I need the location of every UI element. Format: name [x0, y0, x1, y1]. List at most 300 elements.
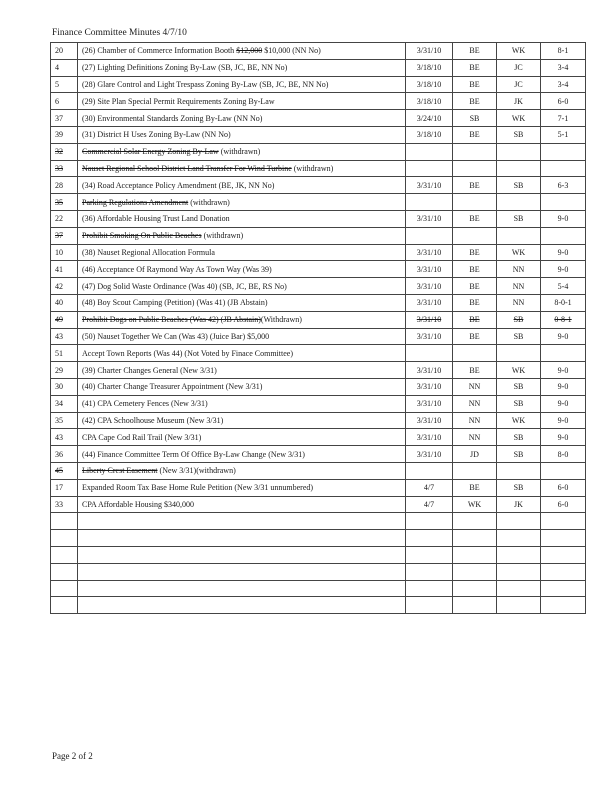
article-number-cell [51, 177, 78, 194]
vote-result-cell [541, 210, 586, 227]
motion-by: BE [469, 281, 480, 291]
motion-by-cell [453, 580, 497, 597]
seconded-by-cell [497, 362, 541, 379]
article-title-text: (26) Chamber of Commerce Information Booth [82, 46, 237, 56]
table-row [51, 227, 586, 244]
vote-result: 9-0 [557, 399, 569, 409]
article-title-text: (38) Nauset Regional Allocation Formula [82, 247, 215, 257]
page-footer: Page 2 of 2 [52, 751, 93, 761]
article-title-struck: $12,000 [236, 46, 263, 56]
article-title-text: (30) Environmental Standards Zoning By-Law (NN No) [82, 113, 263, 123]
table-row [51, 446, 586, 463]
vote-date: 3/31/10 [416, 415, 442, 425]
article-title-text: (46) Acceptance Of Raymond Way As Town Way (Was 39) [82, 264, 272, 274]
vote-date: 3/31/10 [416, 298, 442, 308]
article-number-cell [51, 43, 78, 60]
vote-date-cell [406, 294, 453, 311]
motion-by-cell [453, 496, 497, 513]
motion-by-cell [453, 59, 497, 76]
table-row [51, 362, 586, 379]
table-row [51, 311, 586, 328]
article-number-cell [51, 563, 78, 580]
seconded-by-cell [497, 126, 541, 143]
vote-result-cell [541, 76, 586, 93]
article-number-cell [51, 244, 78, 261]
seconded-by-cell [497, 378, 541, 395]
article-number-cell [51, 362, 78, 379]
article-title-note: (withdrawn) [201, 231, 244, 241]
table-row [51, 597, 586, 614]
motion-by: BE [469, 365, 480, 375]
article-number-cell [51, 93, 78, 110]
motion-by: NN [468, 415, 481, 425]
vote-date: 3/31/10 [416, 214, 442, 224]
vote-result: 9-0 [557, 432, 569, 442]
seconded-by-cell [497, 43, 541, 60]
article-number-cell [51, 462, 78, 479]
vote-date-cell [406, 177, 453, 194]
vote-result-cell [541, 328, 586, 345]
seconded-by: SB [513, 483, 524, 493]
motion-by-cell [453, 328, 497, 345]
seconded-by-cell [497, 597, 541, 614]
article-title-cell [78, 59, 406, 76]
seconded-by-cell [497, 210, 541, 227]
motion-by: BE [469, 315, 480, 325]
article-title-cell [78, 546, 406, 563]
article-title-note: (New 3/31)(withdrawn) [157, 466, 236, 476]
vote-date-cell [406, 530, 453, 547]
article-title-text: (29) Site Plan Special Permit Requirements Zoning By-Law [82, 96, 275, 106]
article-title-cell [78, 429, 406, 446]
article-title-cell [78, 177, 406, 194]
article-title-text: (27) Lighting Definitions Zoning By-Law (SB, JC, BE, NN No) [82, 63, 288, 73]
vote-date-cell [406, 244, 453, 261]
table-row [51, 513, 586, 530]
article-title-cell [78, 126, 406, 143]
seconded-by-cell [497, 244, 541, 261]
table-row [51, 479, 586, 496]
seconded-by: WK [511, 46, 526, 56]
page-header: Finance Committee Minutes 4/7/10 [52, 28, 187, 38]
seconded-by-cell [497, 580, 541, 597]
article-title-cell [78, 143, 406, 160]
motion-by-cell [453, 311, 497, 328]
vote-result-cell [541, 110, 586, 127]
article-number: 6 [55, 96, 59, 106]
table-row [51, 345, 586, 362]
vote-date: 3/31/10 [416, 399, 442, 409]
motion-by: BE [469, 180, 480, 190]
motion-by-cell [453, 76, 497, 93]
article-number: 17 [55, 483, 63, 493]
vote-result-cell [541, 59, 586, 76]
article-title-cell [78, 93, 406, 110]
article-number-cell [51, 143, 78, 160]
vote-date: 3/31/10 [416, 264, 442, 274]
table-row [51, 563, 586, 580]
article-title-cell [78, 530, 406, 547]
table-row [51, 261, 586, 278]
article-title-cell [78, 446, 406, 463]
vote-result: 9-0 [557, 264, 569, 274]
seconded-by-cell [497, 412, 541, 429]
motion-by: BE [469, 331, 480, 341]
seconded-by-cell [497, 194, 541, 211]
article-number-cell [51, 496, 78, 513]
article-title-cell [78, 311, 406, 328]
article-number-cell [51, 76, 78, 93]
article-number: 37 [55, 113, 63, 123]
article-title-text: Accept Town Reports (Was 44) (Not Voted by Finace Committee) [82, 348, 293, 358]
seconded-by: NN [512, 298, 525, 308]
vote-date-cell [406, 311, 453, 328]
vote-date-cell [406, 143, 453, 160]
article-number: 36 [55, 449, 63, 459]
vote-date-cell [406, 496, 453, 513]
table-row [51, 194, 586, 211]
motion-by-cell [453, 93, 497, 110]
article-title-struck: Commercial Solar Energy Zoning By-Law [82, 147, 219, 157]
motion-by: NN [468, 382, 481, 392]
article-number: 20 [55, 46, 63, 56]
seconded-by: WK [511, 247, 526, 257]
vote-date-cell [406, 429, 453, 446]
vote-result-cell [541, 126, 586, 143]
article-number: 51 [55, 348, 63, 358]
seconded-by: SB [513, 432, 524, 442]
article-title-cell [78, 194, 406, 211]
vote-date-cell [406, 160, 453, 177]
seconded-by-cell [497, 563, 541, 580]
article-number-cell [51, 580, 78, 597]
article-title-cell [78, 378, 406, 395]
article-number-cell [51, 294, 78, 311]
vote-result: 8-0 [557, 449, 569, 459]
motion-by: BE [469, 214, 480, 224]
article-number: 42 [55, 281, 63, 291]
vote-result-cell [541, 546, 586, 563]
vote-result: 6-3 [557, 180, 569, 190]
table-row [51, 429, 586, 446]
article-title-struck: Prohibit Smoking On Public Beaches [82, 231, 202, 241]
vote-date-cell [406, 412, 453, 429]
seconded-by: JK [514, 96, 523, 106]
vote-result: 6-0 [557, 96, 569, 106]
vote-result: 0-8-1 [554, 315, 572, 325]
vote-date-cell [406, 345, 453, 362]
seconded-by-cell [497, 177, 541, 194]
vote-date-cell [406, 328, 453, 345]
article-title-cell [78, 227, 406, 244]
table-row [51, 530, 586, 547]
table-row [51, 110, 586, 127]
motion-by-cell [453, 278, 497, 295]
seconded-by-cell [497, 227, 541, 244]
seconded-by-cell [497, 160, 541, 177]
motion-by-cell [453, 530, 497, 547]
article-number-cell [51, 446, 78, 463]
table-row [51, 462, 586, 479]
vote-result: 6-0 [557, 499, 569, 509]
article-title-cell [78, 110, 406, 127]
vote-result-cell [541, 378, 586, 395]
article-title-note: (Withdrawn) [260, 315, 302, 325]
article-title-note: $10,000 (NN No) [262, 46, 321, 56]
motion-by-cell [453, 412, 497, 429]
motion-by-cell [453, 395, 497, 412]
article-number-cell [51, 126, 78, 143]
article-title-text: (34) Road Acceptance Policy Amendment (BE, JK, NN No) [82, 180, 275, 190]
vote-result: 3-4 [557, 79, 569, 89]
seconded-by-cell [497, 278, 541, 295]
motion-by-cell [453, 513, 497, 530]
article-number-cell [51, 328, 78, 345]
seconded-by: SB [513, 331, 524, 341]
vote-result: 5-1 [557, 130, 569, 140]
motion-by-cell [453, 227, 497, 244]
seconded-by-cell [497, 328, 541, 345]
seconded-by-cell [497, 93, 541, 110]
article-title-text: (36) Affordable Housing Trust Land Donation [82, 214, 230, 224]
article-number-cell [51, 160, 78, 177]
article-number: 33 [55, 163, 63, 173]
vote-result: 6-0 [557, 483, 569, 493]
article-number-cell [51, 278, 78, 295]
motion-by-cell [453, 563, 497, 580]
vote-date-cell [406, 546, 453, 563]
motion-by-cell [453, 177, 497, 194]
article-title-cell [78, 278, 406, 295]
motion-by-cell [453, 244, 497, 261]
vote-result-cell [541, 345, 586, 362]
seconded-by-cell [497, 429, 541, 446]
seconded-by-cell [497, 261, 541, 278]
table-row [51, 177, 586, 194]
table-row [51, 126, 586, 143]
vote-date: 4/7 [423, 483, 435, 493]
seconded-by-cell [497, 462, 541, 479]
seconded-by-cell [497, 311, 541, 328]
vote-date-cell [406, 76, 453, 93]
seconded-by: SB [513, 130, 524, 140]
table-body [51, 43, 586, 614]
article-number-cell [51, 110, 78, 127]
article-number: 39 [55, 130, 63, 140]
article-number: 41 [55, 264, 63, 274]
vote-date: 3/31/10 [416, 365, 442, 375]
article-title-text: (50) Nauset Together We Can (Was 43) (Juice Bar) $5,000 [82, 331, 270, 341]
article-number-cell [51, 530, 78, 547]
article-number: 10 [55, 247, 63, 257]
article-number-cell [51, 59, 78, 76]
article-title-cell [78, 362, 406, 379]
article-number-cell [51, 227, 78, 244]
motion-by-cell [453, 597, 497, 614]
vote-result: 9-0 [557, 247, 569, 257]
motion-by: BE [469, 46, 480, 56]
article-number-cell [51, 479, 78, 496]
seconded-by: SB [513, 180, 524, 190]
motion-by-cell [453, 345, 497, 362]
vote-result-cell [541, 177, 586, 194]
seconded-by: NN [512, 281, 525, 291]
article-number-cell [51, 210, 78, 227]
motion-by-cell [453, 43, 497, 60]
article-title-cell [78, 210, 406, 227]
vote-result-cell [541, 244, 586, 261]
motion-by-cell [453, 126, 497, 143]
motion-by-cell [453, 546, 497, 563]
article-title-struck: Liberty Crest Easement [82, 466, 158, 476]
vote-result-cell [541, 294, 586, 311]
seconded-by: SB [513, 315, 524, 325]
table-row [51, 412, 586, 429]
table-row [51, 378, 586, 395]
vote-result-cell [541, 311, 586, 328]
article-number-cell [51, 194, 78, 211]
motion-by-cell [453, 261, 497, 278]
article-number-cell [51, 412, 78, 429]
vote-result-cell [541, 446, 586, 463]
seconded-by-cell [497, 395, 541, 412]
seconded-by-cell [497, 294, 541, 311]
vote-result-cell [541, 143, 586, 160]
article-number: 30 [55, 382, 63, 392]
article-number-cell [51, 597, 78, 614]
article-title-struck: Parking Regulations Amendment [82, 197, 189, 207]
article-title-cell [78, 261, 406, 278]
vote-result-cell [541, 580, 586, 597]
motion-by: BE [469, 130, 480, 140]
article-number-cell [51, 261, 78, 278]
vote-result: 8-0-1 [554, 298, 572, 308]
seconded-by: JK [514, 499, 523, 509]
vote-date: 3/31/10 [416, 331, 442, 341]
vote-date-cell [406, 194, 453, 211]
vote-date: 3/18/10 [416, 79, 442, 89]
article-title-cell [78, 513, 406, 530]
vote-date: 3/31/10 [416, 432, 442, 442]
article-number: 32 [55, 147, 63, 157]
seconded-by: NN [512, 264, 525, 274]
seconded-by-cell [497, 446, 541, 463]
vote-date: 3/31/10 [416, 46, 442, 56]
article-title-cell [78, 496, 406, 513]
article-title-text: (31) District H Uses Zoning By-Law (NN No) [82, 130, 231, 140]
motion-by-cell [453, 479, 497, 496]
seconded-by-cell [497, 76, 541, 93]
seconded-by: JC [514, 79, 523, 89]
vote-date-cell [406, 261, 453, 278]
article-title-cell [78, 345, 406, 362]
article-number-cell [51, 546, 78, 563]
vote-result-cell [541, 496, 586, 513]
vote-date-cell [406, 210, 453, 227]
seconded-by-cell [497, 345, 541, 362]
motion-by: BE [469, 247, 480, 257]
motion-by-cell [453, 294, 497, 311]
vote-date: 3/31/10 [416, 180, 442, 190]
motion-by: BE [469, 79, 480, 89]
vote-date: 3/31/10 [416, 247, 442, 257]
article-title-text: CPA Affordable Housing $340,000 [82, 499, 195, 509]
vote-result-cell [541, 160, 586, 177]
table-row [51, 76, 586, 93]
article-title-note: (withdrawn) [291, 163, 334, 173]
article-title-cell [78, 76, 406, 93]
vote-result-cell [541, 278, 586, 295]
article-number: 43 [55, 331, 63, 341]
vote-date-cell [406, 563, 453, 580]
motion-by: NN [468, 432, 481, 442]
seconded-by-cell [497, 496, 541, 513]
motion-by: SB [469, 113, 480, 123]
motion-by: BE [469, 96, 480, 106]
seconded-by: JC [514, 63, 523, 73]
article-title-text: (44) Finance Committee Term Of Office By-Law Change (New 3/31) [82, 449, 305, 459]
article-number-cell [51, 513, 78, 530]
article-number-cell [51, 395, 78, 412]
motion-by-cell [453, 194, 497, 211]
vote-result-cell [541, 395, 586, 412]
motion-by-cell [453, 210, 497, 227]
vote-date: 3/31/10 [416, 382, 442, 392]
seconded-by: SB [513, 399, 524, 409]
vote-date: 3/18/10 [416, 96, 442, 106]
vote-result-cell [541, 563, 586, 580]
article-title-cell [78, 597, 406, 614]
vote-date: 3/24/10 [416, 113, 442, 123]
seconded-by: SB [513, 214, 524, 224]
article-title-cell [78, 43, 406, 60]
motion-by-cell [453, 362, 497, 379]
vote-result: 9-0 [557, 382, 569, 392]
article-number: 5 [55, 79, 59, 89]
vote-date-cell [406, 462, 453, 479]
table-row [51, 143, 586, 160]
vote-date-cell [406, 43, 453, 60]
vote-date-cell [406, 378, 453, 395]
vote-date-cell [406, 227, 453, 244]
motion-by: NN [468, 399, 481, 409]
seconded-by-cell [497, 546, 541, 563]
vote-date-cell [406, 479, 453, 496]
article-number: 45 [55, 466, 63, 476]
motion-by-cell [453, 110, 497, 127]
vote-result: 9-0 [557, 331, 569, 341]
article-number-cell [51, 378, 78, 395]
article-title-cell [78, 462, 406, 479]
article-number: 35 [55, 415, 63, 425]
table-row [51, 160, 586, 177]
vote-result-cell [541, 429, 586, 446]
seconded-by-cell [497, 143, 541, 160]
table-row [51, 580, 586, 597]
article-title-text: (48) Boy Scout Camping (Petition) (Was 41) (JB Abstain) [82, 298, 268, 308]
motion-by: BE [469, 298, 480, 308]
article-title-text: (39) Charter Changes General (New 3/31) [82, 365, 217, 375]
motion-by-cell [453, 429, 497, 446]
article-number: 43 [55, 432, 63, 442]
article-title-cell [78, 412, 406, 429]
vote-date-cell [406, 597, 453, 614]
motion-by: WK [467, 499, 482, 509]
table-row [51, 496, 586, 513]
warrant-articles-table [50, 42, 586, 614]
article-title-text: Expanded Room Tax Base Home Rule Petition (New 3/31 unnumbered) [82, 483, 314, 493]
article-title-text: (47) Dog Solid Waste Ordinance (Was 40) (SB, JC, BE, RS No) [82, 281, 287, 291]
